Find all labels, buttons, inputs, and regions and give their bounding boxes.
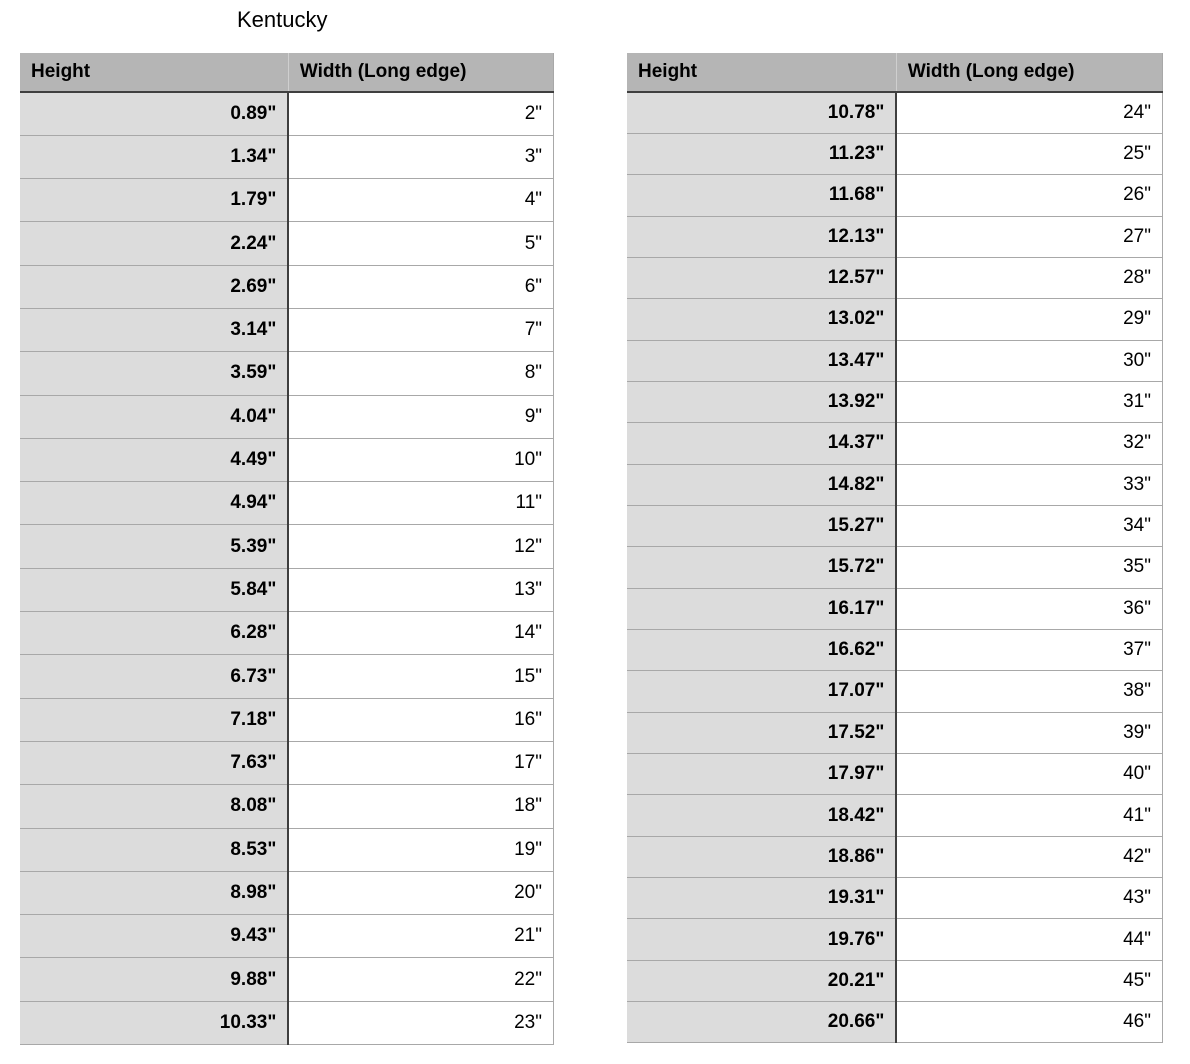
width-cell: 41" xyxy=(896,795,1162,836)
table-row xyxy=(20,265,554,308)
height-cell: 10.78" xyxy=(627,92,896,133)
height-cell: 17.07" xyxy=(627,671,896,712)
height-cell: 8.53" xyxy=(20,828,288,871)
table-row xyxy=(20,482,554,525)
width-cell: 26" xyxy=(896,175,1162,216)
table-row xyxy=(627,1002,1163,1043)
height-cell: 11.23" xyxy=(627,133,896,174)
size-table xyxy=(627,53,1163,1043)
table-row xyxy=(20,395,554,438)
header-row xyxy=(627,53,1163,92)
table-row xyxy=(20,525,554,568)
width-cell: 24" xyxy=(896,92,1162,133)
width-cell: 4" xyxy=(288,179,553,222)
table-row xyxy=(20,438,554,481)
width-cell: 29" xyxy=(896,299,1162,340)
table-row xyxy=(627,878,1163,919)
width-cell: 38" xyxy=(896,671,1162,712)
width-cell: 12" xyxy=(288,525,553,568)
table-row xyxy=(20,1001,554,1044)
table-row xyxy=(627,836,1163,877)
height-cell: 6.73" xyxy=(20,655,288,698)
size-table-right xyxy=(627,53,1163,1043)
table-row xyxy=(20,698,554,741)
width-cell: 13" xyxy=(288,568,553,611)
page-title: Kentucky xyxy=(237,7,328,32)
size-table xyxy=(20,53,554,1045)
width-cell: 32" xyxy=(896,423,1162,464)
width-cell: 40" xyxy=(896,754,1162,795)
width-cell: 35" xyxy=(896,547,1162,588)
height-cell: 14.82" xyxy=(627,464,896,505)
width-cell: 37" xyxy=(896,629,1162,670)
width-cell: 21" xyxy=(288,915,553,958)
height-cell: 7.63" xyxy=(20,741,288,784)
height-cell: 14.37" xyxy=(627,423,896,464)
width-cell: 16" xyxy=(288,698,553,741)
table-row xyxy=(627,299,1163,340)
height-cell: 10.33" xyxy=(20,1001,288,1044)
width-cell: 42" xyxy=(896,836,1162,877)
width-cell: 22" xyxy=(288,958,553,1001)
height-cell: 9.88" xyxy=(20,958,288,1001)
table-row xyxy=(627,175,1163,216)
height-column-header: Height xyxy=(20,53,288,92)
height-cell: 9.43" xyxy=(20,915,288,958)
table-row xyxy=(20,92,554,135)
height-cell: 13.02" xyxy=(627,299,896,340)
width-cell: 7" xyxy=(288,308,553,351)
table-row xyxy=(20,308,554,351)
width-cell: 30" xyxy=(896,340,1162,381)
height-cell: 1.34" xyxy=(20,135,288,178)
table-row xyxy=(627,671,1163,712)
table-row xyxy=(627,795,1163,836)
width-cell: 20" xyxy=(288,871,553,914)
table-row xyxy=(20,612,554,655)
width-cell: 44" xyxy=(896,919,1162,960)
height-cell: 15.27" xyxy=(627,505,896,546)
table-row xyxy=(627,464,1163,505)
table-row xyxy=(627,588,1163,629)
width-cell: 14" xyxy=(288,612,553,655)
width-cell: 34" xyxy=(896,505,1162,546)
height-cell: 18.42" xyxy=(627,795,896,836)
height-cell: 0.89" xyxy=(20,92,288,135)
table-row xyxy=(627,754,1163,795)
width-cell: 46" xyxy=(896,1002,1162,1043)
height-cell: 6.28" xyxy=(20,612,288,655)
table-row xyxy=(20,135,554,178)
width-cell: 8" xyxy=(288,352,553,395)
height-cell: 4.49" xyxy=(20,438,288,481)
height-cell: 8.08" xyxy=(20,785,288,828)
height-cell: 2.69" xyxy=(20,265,288,308)
height-cell: 4.94" xyxy=(20,482,288,525)
table-row xyxy=(627,423,1163,464)
table-row xyxy=(627,629,1163,670)
table-row xyxy=(627,505,1163,546)
width-cell: 19" xyxy=(288,828,553,871)
height-cell: 8.98" xyxy=(20,871,288,914)
height-cell: 16.17" xyxy=(627,588,896,629)
height-cell: 5.84" xyxy=(20,568,288,611)
width-column-header: Width (Long edge) xyxy=(288,53,553,92)
width-cell: 6" xyxy=(288,265,553,308)
height-cell: 5.39" xyxy=(20,525,288,568)
width-cell: 3" xyxy=(288,135,553,178)
height-cell: 12.57" xyxy=(627,257,896,298)
width-cell: 33" xyxy=(896,464,1162,505)
width-cell: 11" xyxy=(288,482,553,525)
width-cell: 39" xyxy=(896,712,1162,753)
height-column-header: Height xyxy=(627,53,896,92)
height-cell: 1.79" xyxy=(20,179,288,222)
width-cell: 43" xyxy=(896,878,1162,919)
table-row xyxy=(20,785,554,828)
table-row xyxy=(627,257,1163,298)
table-row xyxy=(20,352,554,395)
width-cell: 17" xyxy=(288,741,553,784)
table-row xyxy=(20,958,554,1001)
width-cell: 36" xyxy=(896,588,1162,629)
height-cell: 19.31" xyxy=(627,878,896,919)
height-cell: 3.14" xyxy=(20,308,288,351)
size-table-left xyxy=(20,53,554,1045)
table-row xyxy=(20,915,554,958)
table-row xyxy=(627,133,1163,174)
table-row xyxy=(20,179,554,222)
table-row xyxy=(20,568,554,611)
table-row xyxy=(627,216,1163,257)
height-cell: 12.13" xyxy=(627,216,896,257)
height-cell: 2.24" xyxy=(20,222,288,265)
height-cell: 3.59" xyxy=(20,352,288,395)
width-cell: 28" xyxy=(896,257,1162,298)
table-row xyxy=(20,871,554,914)
table-row xyxy=(627,547,1163,588)
table-row xyxy=(627,919,1163,960)
table-row xyxy=(627,381,1163,422)
height-cell: 11.68" xyxy=(627,175,896,216)
width-cell: 15" xyxy=(288,655,553,698)
width-cell: 9" xyxy=(288,395,553,438)
height-cell: 13.47" xyxy=(627,340,896,381)
height-cell: 20.21" xyxy=(627,960,896,1001)
header-row xyxy=(20,53,554,92)
height-cell: 18.86" xyxy=(627,836,896,877)
height-cell: 17.52" xyxy=(627,712,896,753)
height-cell: 15.72" xyxy=(627,547,896,588)
height-cell: 13.92" xyxy=(627,381,896,422)
height-cell: 17.97" xyxy=(627,754,896,795)
height-cell: 19.76" xyxy=(627,919,896,960)
height-cell: 7.18" xyxy=(20,698,288,741)
table-row xyxy=(20,828,554,871)
width-cell: 2" xyxy=(288,92,553,135)
width-cell: 5" xyxy=(288,222,553,265)
height-cell: 4.04" xyxy=(20,395,288,438)
width-cell: 27" xyxy=(896,216,1162,257)
table-row xyxy=(627,92,1163,133)
table-row xyxy=(20,741,554,784)
table-row xyxy=(627,960,1163,1001)
table-row xyxy=(627,712,1163,753)
height-cell: 16.62" xyxy=(627,629,896,670)
height-cell: 20.66" xyxy=(627,1002,896,1043)
width-cell: 31" xyxy=(896,381,1162,422)
table-row xyxy=(20,222,554,265)
width-column-header: Width (Long edge) xyxy=(896,53,1162,92)
width-cell: 45" xyxy=(896,960,1162,1001)
width-cell: 10" xyxy=(288,438,553,481)
width-cell: 18" xyxy=(288,785,553,828)
table-row xyxy=(20,655,554,698)
table-row xyxy=(627,340,1163,381)
width-cell: 23" xyxy=(288,1001,553,1044)
width-cell: 25" xyxy=(896,133,1162,174)
